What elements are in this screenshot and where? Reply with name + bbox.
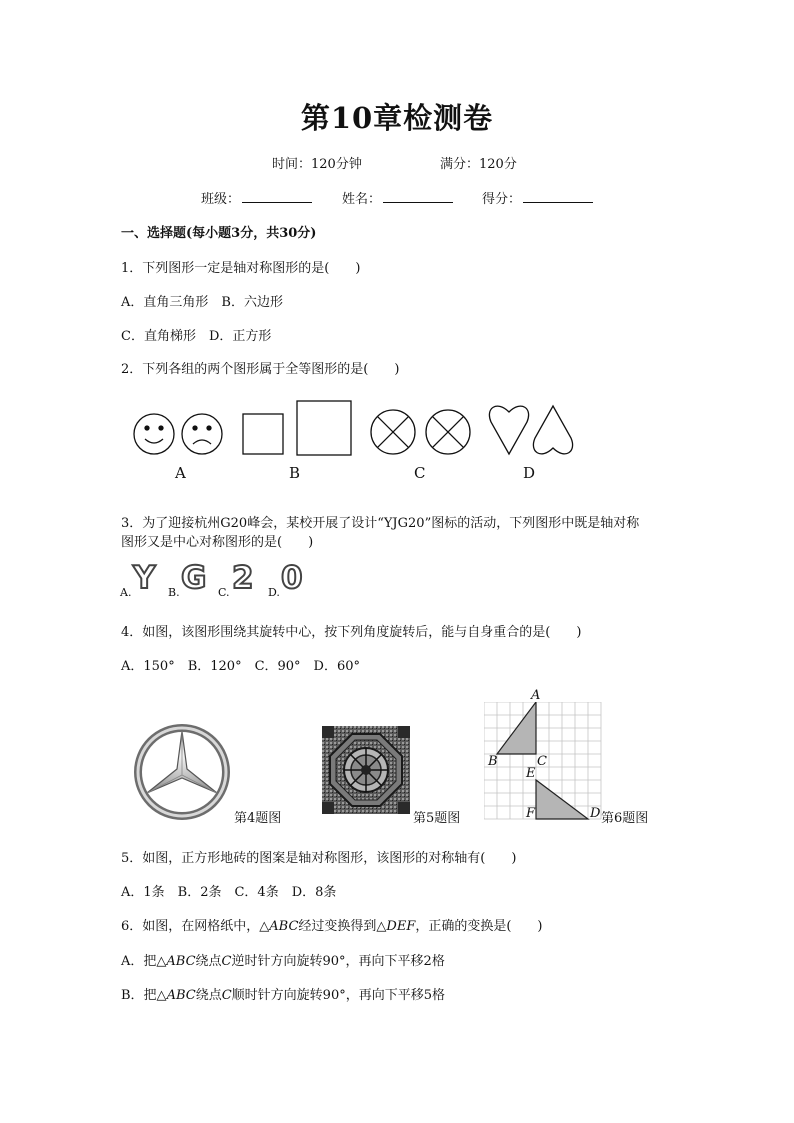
name-field <box>342 188 453 207</box>
point-b-label: B <box>488 754 498 769</box>
q6-b-c: C <box>221 988 232 1003</box>
q6-stem-mid: 经过变换得到△ <box>298 919 387 934</box>
q3-option-c-glyph: 2 <box>232 560 254 596</box>
full-score: 满分：120分 <box>440 157 517 172</box>
q1-options-cd: C．直角梯形 D．正方形 <box>121 329 272 344</box>
q3-stem-line1: 3．为了迎接杭州G20峰会，某校开展了设计“YJG20”图标的活动，下列图形中既是轴对称 <box>121 516 640 531</box>
q2-label-b: B <box>289 464 301 482</box>
q6-stem-post: ，正确的变换是( ) <box>415 919 543 934</box>
name-blank <box>383 190 453 203</box>
q3-stem-line2: 图形又是中心对称图形的是( ) <box>121 535 314 550</box>
q6-a-c: C <box>221 954 232 969</box>
q3-option-b-glyph: G <box>181 560 207 596</box>
page-title: 第10章检测卷 <box>300 101 494 135</box>
q3-option-d-prefix: D. <box>268 586 280 599</box>
q2-stem: 2．下列各组的两个图形属于全等图形的是( ) <box>121 362 400 377</box>
q5-options: A．1条 B．2条 C．4条 D．8条 <box>121 885 337 900</box>
q6-option-a <box>121 950 445 969</box>
q6-option-b <box>121 984 445 1003</box>
name-label: 姓名： <box>342 192 382 207</box>
q1-stem: 1．下列图形一定是轴对称图形的是( ) <box>121 261 361 276</box>
q3-option-a-prefix: A. <box>120 586 132 599</box>
score-blank <box>523 190 593 203</box>
q6-b-post: 顺时针方向旋转90°，再向下平移5格 <box>231 988 445 1003</box>
q6-b-mid: 绕点 <box>195 988 222 1003</box>
q2-figures <box>125 396 595 462</box>
class-blank <box>242 190 312 203</box>
q6-stem <box>121 915 543 934</box>
score-field <box>482 188 593 207</box>
q3-option-b-prefix: B. <box>168 586 180 599</box>
point-e-label: E <box>526 766 536 781</box>
figure-4-star-emblem <box>133 723 231 821</box>
q4-options: A．150° B．120° C．90° D．60° <box>121 659 361 674</box>
smiley-face-icon <box>134 414 174 454</box>
figure-5-tile-pattern <box>322 726 410 814</box>
exam-time: 时间：120分钟 <box>272 157 362 172</box>
figure-6-caption: 第6题图 <box>601 811 649 826</box>
small-square-icon <box>243 414 283 454</box>
figure-4-caption: 第4题图 <box>234 811 282 826</box>
q6-stem-pre: 6．如图，在网格纸中，△ <box>121 919 270 934</box>
q5-stem: 5．如图，正方形地砖的图案是轴对称图形，该图形的对称轴有( ) <box>121 851 517 866</box>
section-heading: 一、选择题(每小题3分，共30分) <box>121 226 317 241</box>
q6-b-pre: B．把△ <box>121 988 167 1003</box>
point-a-label: A <box>531 688 541 703</box>
q6-b-abc: ABC <box>166 988 196 1003</box>
q3-option-d-glyph: 0 <box>281 560 303 596</box>
q2-label-c: C <box>414 464 426 482</box>
q4-stem: 4．如图，该图形围绕其旋转中心，按下列角度旋转后，能与自身重合的是( ) <box>121 625 582 640</box>
figure-5-caption: 第5题图 <box>413 811 461 826</box>
class-field <box>201 188 312 207</box>
heart-icon <box>489 406 528 454</box>
q6-abc: ABC <box>269 919 299 934</box>
q6-a-post: 逆时针方向旋转90°，再向下平移2格 <box>231 954 445 969</box>
crossed-circle-icon <box>371 410 415 454</box>
class-label: 班级： <box>201 192 241 207</box>
point-c-label: C <box>537 754 547 769</box>
crossed-circle-icon <box>426 410 470 454</box>
q1-options-ab: A．直角三角形 B．六边形 <box>121 295 283 310</box>
q6-a-pre: A．把△ <box>121 954 167 969</box>
point-d-label: D <box>590 806 601 821</box>
q2-label-a: A <box>175 464 186 482</box>
q2-label-d: D <box>523 464 536 482</box>
q3-option-c-prefix: C. <box>218 586 230 599</box>
inverted-heart-icon <box>533 406 572 454</box>
sad-face-icon <box>182 414 222 454</box>
q6-def: DEF <box>386 919 416 934</box>
large-square-icon <box>297 401 351 455</box>
point-f-label: F <box>526 806 536 821</box>
q6-a-mid: 绕点 <box>195 954 222 969</box>
q6-a-abc: ABC <box>166 954 196 969</box>
q3-option-a-glyph: Y <box>133 560 156 596</box>
score-label: 得分： <box>482 192 522 207</box>
